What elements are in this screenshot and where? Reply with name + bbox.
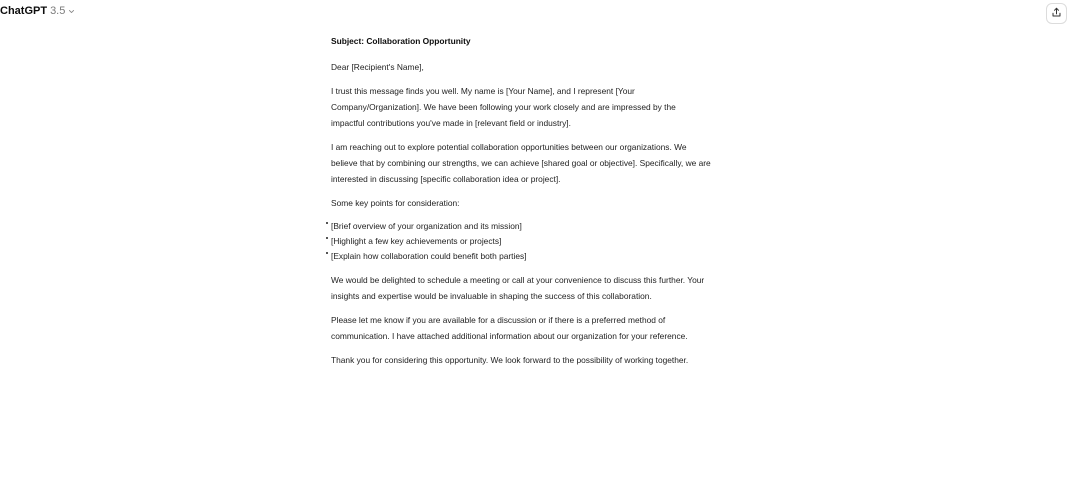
email-paragraph: Please let me know if you are available for a discussion or if there is a preferred method of communication. I have attached additional information about our organization for your reference. xyxy=(331,315,688,341)
list-item: [Highlight a few key achievements or projects] xyxy=(331,234,711,249)
assistant-message xyxy=(331,33,711,376)
email-paragraph: I trust this message finds you well. My name is [Your Name], and I represent [Your Company/Organization]. We have been following your work closely and are impressed by the impactful contributions you've made in [relevant field or industry]. xyxy=(331,86,676,128)
email-subject: Subject: Collaboration Opportunity xyxy=(331,36,471,46)
model-version: 3.5 xyxy=(50,5,66,17)
key-points-list xyxy=(331,219,711,264)
email-paragraph: We would be delighted to schedule a meeting or call at your convenience to discuss this further. Your insights and expertise would be invaluable in shaping the success of this collaboration. xyxy=(331,275,705,301)
top-bar xyxy=(0,0,1067,26)
list-item: [Explain how collaboration could benefit both parties] xyxy=(331,249,711,264)
share-button[interactable] xyxy=(1046,3,1067,24)
model-name: ChatGPT xyxy=(0,5,48,17)
chevron-down-icon xyxy=(68,8,75,15)
share-icon xyxy=(1051,5,1062,23)
email-greeting: Dear [Recipient's Name], xyxy=(331,62,424,72)
email-paragraph: Thank you for considering this opportunity. We look forward to the possibility of working together. xyxy=(331,355,689,365)
model-selector[interactable] xyxy=(0,5,75,17)
email-paragraph: I am reaching out to explore potential collaboration opportunities between our organizations. We believe that by combining our strengths, we can achieve [shared goal or objective]. Specifically, we are interested in discussing [specific collaboration idea or project]. xyxy=(331,142,711,184)
email-paragraph: Some key points for consideration: xyxy=(331,198,460,208)
list-item: [Brief overview of your organization and its mission] xyxy=(331,219,711,234)
